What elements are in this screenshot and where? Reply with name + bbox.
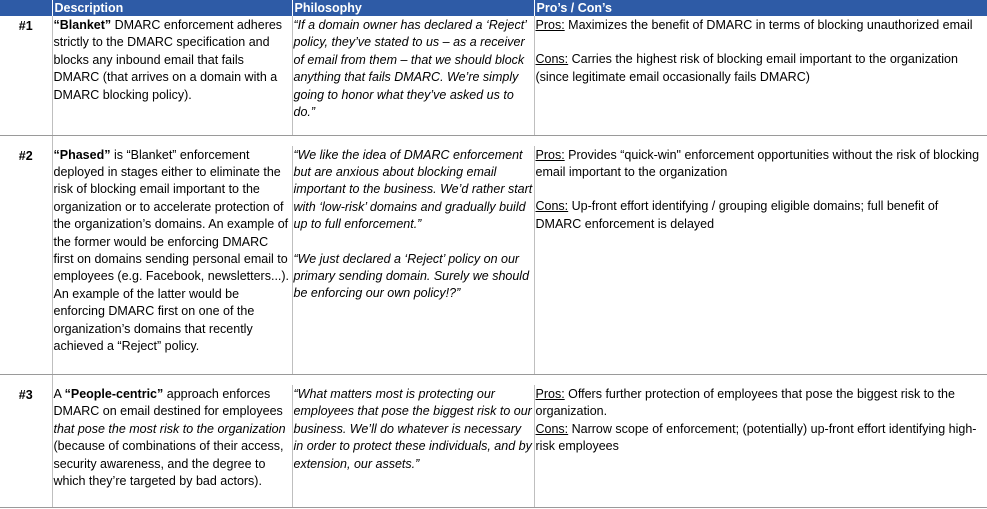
philosophy-cell [292, 16, 534, 135]
pros-cons-cell [534, 16, 987, 135]
header-pros-cons: Pro’s / Con’s [534, 0, 987, 16]
cons-entry [536, 421, 986, 456]
row-number: #2 [0, 146, 52, 375]
pros-text: Maximizes the benefit of DMARC in terms of blocking unauthorized email [564, 18, 973, 32]
header-num [0, 0, 52, 16]
cons-text: Up-front effort identifying / grouping eligible domains; full benefit of DMARC enforcement is delayed [535, 199, 939, 231]
description-cell [52, 146, 292, 375]
pros-cons-cell [534, 146, 987, 375]
approach-name: “Phased” [53, 147, 111, 162]
pros-entry [536, 17, 986, 34]
header-philosophy: Philosophy [292, 0, 534, 16]
pros-label: Pros: [535, 387, 565, 401]
header-description: Description [52, 0, 292, 16]
description-cell [52, 385, 292, 507]
pros-label: Pros: [535, 18, 565, 32]
description-text: DMARC enforcement adheres strictly to the DMARC specification and blocks any inbound email that fails DMARC (that arrives on a domain with a DMARC blocking policy). [53, 18, 283, 102]
header-row [0, 0, 987, 16]
cons-entry [536, 198, 986, 233]
cons-text: Narrow scope of enforcement; (potentially) up-front effort identifying high-risk employees [535, 421, 977, 454]
table-row [0, 16, 987, 135]
pros-entry [536, 386, 986, 421]
cons-label: Cons: [535, 52, 569, 67]
pros-cons-cell [534, 385, 987, 507]
pros-text: Offers further protection of employees that pose the biggest risk to the organization. [535, 387, 955, 419]
description-emphasis: that pose the most risk to the organization [53, 421, 286, 436]
row-number: #1 [0, 16, 52, 135]
cons-entry [536, 51, 986, 86]
philosophy-quote: “If a domain owner has declared a ‘Reject’ policy, they’ve stated to us – as a receiver of email from them – that we should block anything that fails DMARC. We’re simply going to honor what they’ve asked us to do.” [293, 18, 527, 120]
approach-name: “Blanket” [53, 18, 112, 32]
description-text: approach enforces DMARC on email destined for employees [53, 387, 283, 419]
philosophy-cell [292, 146, 534, 375]
table-row [0, 146, 987, 375]
description-prefix: A [53, 387, 65, 401]
table-row [0, 385, 987, 507]
pros-label: Pros: [535, 147, 565, 162]
pros-entry [536, 147, 986, 182]
cons-label: Cons: [535, 199, 569, 214]
cons-label: Cons: [535, 421, 569, 436]
description-text-2: (because of combinations of their access, security awareness, and the degree to which they’re targeted by bad actors). [53, 439, 284, 489]
row-number: #3 [0, 385, 52, 507]
description-cell [52, 16, 292, 135]
pros-text: Provides “quick-win" enforcement opportunities without the risk of blocking email important to the organization [535, 147, 980, 179]
cons-text: Carries the highest risk of blocking email important to the organization (since legitimate email occasionally fails DMARC) [535, 52, 958, 84]
approach-name: “People-centric” [64, 387, 164, 401]
philosophy-quote: “We like the idea of DMARC enforcement but are anxious about blocking email important to the business. We’d rather start with ‘low-risk’ domains and gradually build up to full enforcement.” [293, 147, 533, 232]
philosophy-quote: “What matters most is protecting our employees that pose the biggest risk to our business. We’ll do whatever is necessary in order to protect these individuals, and by extension, our assets.” [293, 387, 532, 471]
philosophy-quote-2: “We just declared a ‘Reject’ policy on our primary sending domain. Surely we should be enforcing our own policy!?” [293, 251, 530, 301]
philosophy-cell [292, 385, 534, 507]
description-text: is “Blanket” enforcement deployed in stages either to eliminate the risk of blocking email important to the organization or to accelerate protection of the organization’s domains. An example of the former would be enforcing DMARC first on domains sending personal email to employees (e.g. Facebook, newsletters...). An example of the latter would be enforcing DMARC first on one of the organization’s domains that recently achieved a “Reject” policy. [53, 147, 290, 353]
